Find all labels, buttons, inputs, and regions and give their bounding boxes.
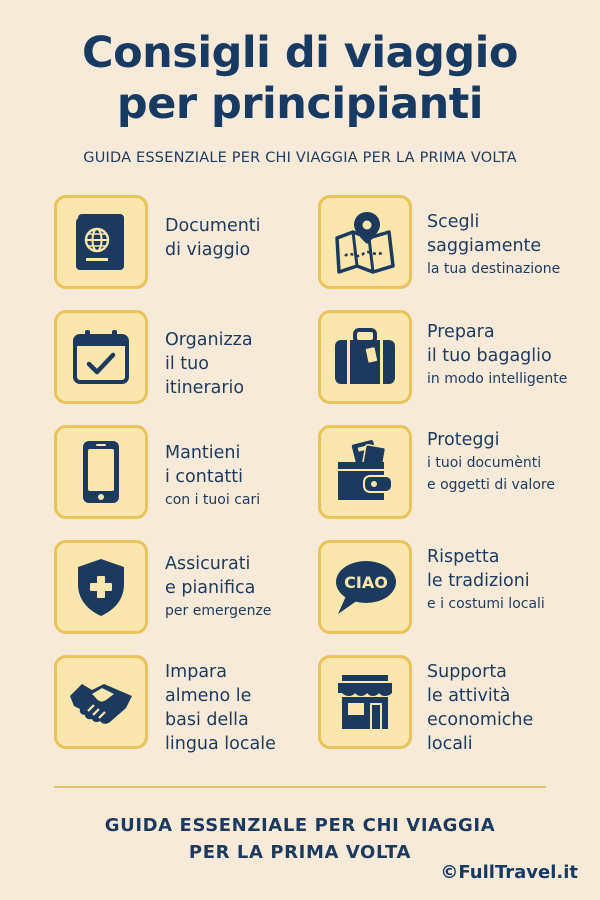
footer-line-2: PER LA PRIMA VOLTA (188, 842, 412, 863)
tip-tile-valuables (318, 425, 412, 519)
tip-tile-contacts (54, 425, 148, 519)
footer-line-1: GUIDA ESSENZIALE PER CHI VIAGGIA (104, 815, 496, 836)
bubble-text: CIAO (344, 573, 388, 592)
tip-tile-traditions (318, 540, 412, 634)
tip-tile-destination (318, 195, 412, 289)
subtitle: GUIDA ESSENZIALE PER CHI VIAGGIA PER LA PRIMA VOLTA (83, 150, 517, 166)
tip-label-documents: Documenti di viaggio (165, 216, 261, 260)
page-title (0, 28, 600, 130)
tip-tile-luggage (318, 310, 412, 404)
brand-credit[interactable]: ©FullTravel.it (440, 862, 578, 883)
tip-tile-insurance (54, 540, 148, 634)
storefront-icon (334, 673, 396, 731)
tip-label-destination: Scegli saggiamente la tua destinazione (427, 212, 561, 277)
tip-tile-documents (54, 195, 148, 289)
smartphone-icon (79, 439, 123, 505)
tip-tile-itinerary (54, 310, 148, 404)
suitcase-icon (333, 328, 397, 386)
title-line-1: Consigli di viaggio (82, 28, 518, 78)
speech-bubble-ciao-icon (332, 558, 398, 616)
tip-label-language: Impara almeno le basi della lingua locale (165, 662, 276, 754)
handshake-icon (66, 674, 136, 730)
passport-icon (72, 210, 130, 274)
tip-tile-language (54, 655, 148, 749)
wallet-bag-icon (334, 440, 396, 504)
tip-label-insurance: Assicurati e pianifica per emergenze (165, 554, 272, 619)
tip-label-local-business: Supporta le attività economiche locali (427, 662, 534, 754)
tip-label-valuables: Proteggi i tuoi documènti e oggetti di valore (427, 430, 555, 493)
divider (54, 786, 546, 788)
title-line-2: per principianti (116, 79, 484, 129)
tip-label-contacts: Mantieni i contatti con i tuoi cari (165, 443, 261, 508)
tip-label-traditions: Rispetta le tradizioni e i costumi locali (427, 547, 545, 612)
tip-label-luggage: Prepara il tuo bagaglio in modo intelligente (427, 322, 568, 387)
tip-tile-local-business (318, 655, 412, 749)
map-pin-icon (333, 210, 397, 274)
tip-label-itinerary: Organizza il tuo itinerario (165, 330, 253, 398)
calendar-check-icon (70, 326, 132, 388)
shield-plus-icon (74, 556, 128, 618)
